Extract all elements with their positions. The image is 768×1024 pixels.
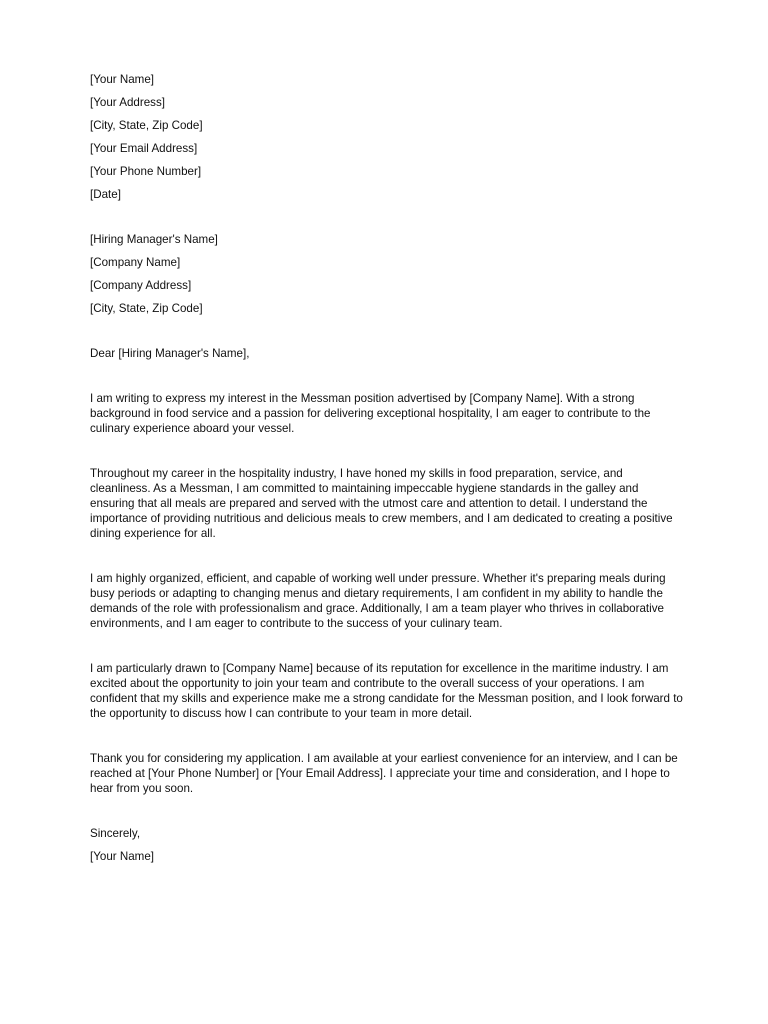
body-paragraph-2: Throughout my career in the hospitality industry, I have honed my skills in food preparation, service, and cleanliness. As a Messman, I am committed to maintaining impeccable hygiene standards in the galley and ensuring that all meals are prepared and served with the utmost care and attention to detail. I understand the importance of providing nutritious and delicious meals to crew members, and I am dedicated to creating a positive dining experience for all. bbox=[90, 467, 673, 540]
spacer bbox=[90, 721, 690, 751]
spacer bbox=[90, 369, 690, 391]
body-paragraph-1: I am writing to express my interest in the Messman position advertised by [Company Name]. With a strong background in food service and a passion for delivering exceptional hospitality, I am eager to contribute to the culinary experience aboard your vessel. bbox=[90, 392, 651, 435]
sign-off: Sincerely, bbox=[90, 827, 141, 840]
spacer bbox=[90, 541, 690, 571]
recipient-manager-name: [Hiring Manager's Name] bbox=[90, 233, 218, 246]
spacer bbox=[90, 324, 690, 346]
sender-address: [Your Address] bbox=[90, 96, 165, 109]
sender-block bbox=[90, 72, 690, 210]
recipient-company-name: [Company Name] bbox=[90, 256, 181, 269]
spacer bbox=[90, 436, 690, 466]
body-paragraph-3: I am highly organized, efficient, and capable of working well under pressure. Whether it's preparing meals during busy periods or adapting to changing menus and dietary requirements, I am confident in my ability to handle the demands of the role with professionalism and grace. Additionally, I am a team player who thrives in collaborative environments, and I am eager to contribute to the success of your culinary team. bbox=[90, 572, 666, 630]
closing-block bbox=[90, 826, 690, 872]
sender-city-state-zip: [City, State, Zip Code] bbox=[90, 119, 203, 132]
sender-phone: [Your Phone Number] bbox=[90, 165, 202, 178]
recipient-block bbox=[90, 232, 690, 324]
spacer bbox=[90, 631, 690, 661]
letter-page bbox=[90, 72, 690, 872]
letter-date: [Date] bbox=[90, 188, 121, 201]
spacer bbox=[90, 796, 690, 826]
salutation: Dear [Hiring Manager's Name], bbox=[90, 347, 250, 360]
spacer bbox=[90, 210, 690, 232]
sender-name: [Your Name] bbox=[90, 73, 155, 86]
body-paragraph-5: Thank you for considering my application. I am available at your earliest convenience for an interview, and I can be reached at [Your Phone Number] or [Your Email Address]. I appreciate your time and consideration, and I hope to hear from you soon. bbox=[90, 752, 678, 795]
sender-email: [Your Email Address] bbox=[90, 142, 198, 155]
body-paragraph-4: I am particularly drawn to [Company Name] because of its reputation for excellence in the maritime industry. I am excited about the opportunity to join your team and contribute to the overall success of your operations. I am confident that my skills and experience make me a strong candidate for the Messman position, and I look forward to the opportunity to discuss how I can contribute to your team in more detail. bbox=[90, 662, 683, 720]
recipient-company-address: [Company Address] bbox=[90, 279, 192, 292]
recipient-city-state-zip: [City, State, Zip Code] bbox=[90, 302, 203, 315]
signature-name: [Your Name] bbox=[90, 850, 155, 863]
